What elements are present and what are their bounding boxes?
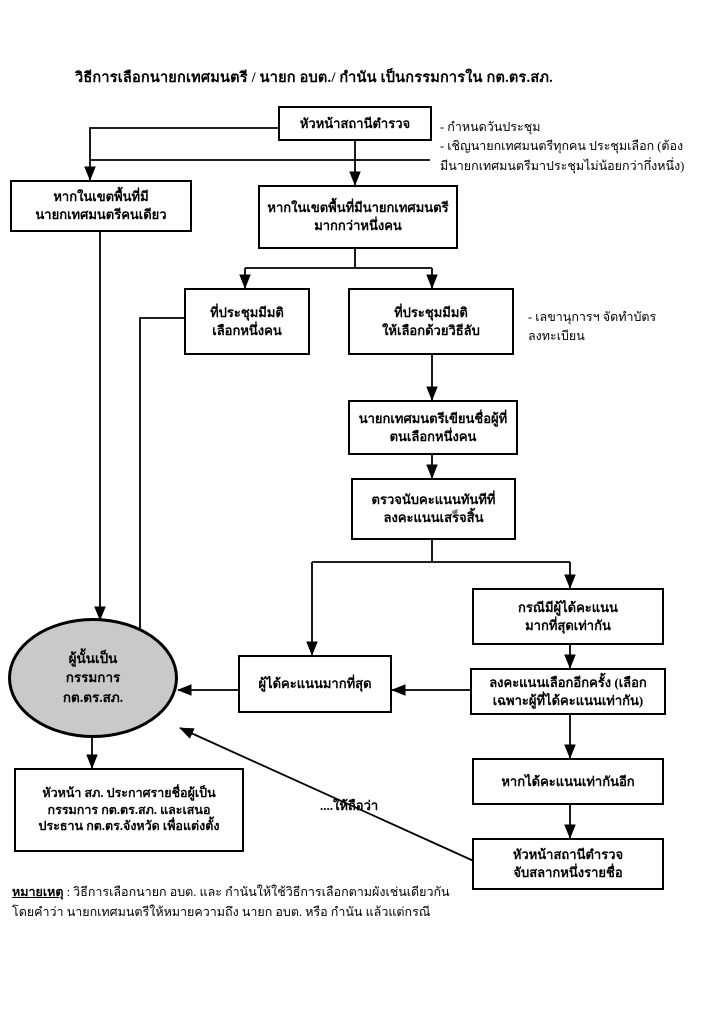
node-most-votes: ผู้ได้คะแนนมากที่สุด xyxy=(238,655,392,713)
node-draw-lots: หัวหน้าสถานีตำรวจ จับสลากหนึ่งรายชื่อ xyxy=(472,838,664,890)
node-announce: หัวหน้า สภ. ประกาศรายชื่อผู้เป็น กรรมการ กต.ตร.สภ. และเสนอ ประธาน กต.ตร.จังหวัด เพื่อแต่งตั้ง xyxy=(14,768,244,852)
footnote-line1: : วิธีการเลือกนายก อบต. และ กำนันให้ใช้วิธีการเลือกตามผังเช่นเดียวกัน xyxy=(63,885,450,899)
node-write-name: นายกเทศมนตรีเขียนชื่อผู้ที่ ตนเลือกหนึ่งคน xyxy=(348,400,518,455)
node-revote: ลงคะแนนเลือกอีกครั้ง (เลือก เฉพาะผู้ที่ได้คะแนนเท่ากัน) xyxy=(470,668,666,715)
node-count-immediately: ตรวจนับคะแนนทันทีที่ ลงคะแนนเสร็จสิ้น xyxy=(351,478,516,540)
node-tie-case: กรณีมีผู้ได้คะแนน มากที่สุดเท่ากัน xyxy=(472,588,664,645)
sidenote-top-right: - กำหนดวันประชุม - เชิญนายกเทศมนตรีทุกคน ประชุมเลือก (ต้อง มีนายกเทศมนตรีมาประชุมไม่น้อยกว่ากึ่งหนึ่ง) xyxy=(440,120,685,173)
deem-label: ....ให้ถือว่า xyxy=(320,798,379,813)
sidenote-secretary: - เลขานุการฯ จัดทำบัตร ลงทะเบียน xyxy=(528,310,657,344)
footnote-line2: โดยคำว่า นายกเทศมนตรีให้หมายความถึง นายก อบต. หรือ กำนัน แล้วแต่กรณี xyxy=(12,905,431,919)
node-committee-result: ผู้นั้นเป็น กรรมการ กต.ตร.สภ. xyxy=(8,618,178,738)
page-title: วิธีการเลือกนายกเทศมนตรี / นายก อบต./ กำนัน เป็นกรรมการใน กต.ตร.สภ. xyxy=(75,70,553,86)
node-head-station-top: หัวหน้าสถานีตำรวจ xyxy=(278,106,432,141)
node-single-mayor-area: หากในเขตพื้นที่มี นายกเทศมนตรีคนเดียว xyxy=(10,180,192,232)
node-meeting-secret-vote: ที่ประชุมมีมติ ให้เลือกด้วยวิธีลับ xyxy=(348,288,514,355)
node-multi-mayor-area: หากในเขตพื้นที่มีนายกเทศมนตรี มากกว่าหนึ่งคน xyxy=(258,185,458,249)
footnote-label: หมายเหตุ xyxy=(12,885,64,899)
node-meeting-pick-one: ที่ประชุมมีมติ เลือกหนึ่งคน xyxy=(184,288,310,355)
footnote xyxy=(12,882,652,922)
node-tie-again: หากได้คะแนนเท่ากันอีก xyxy=(472,758,664,805)
